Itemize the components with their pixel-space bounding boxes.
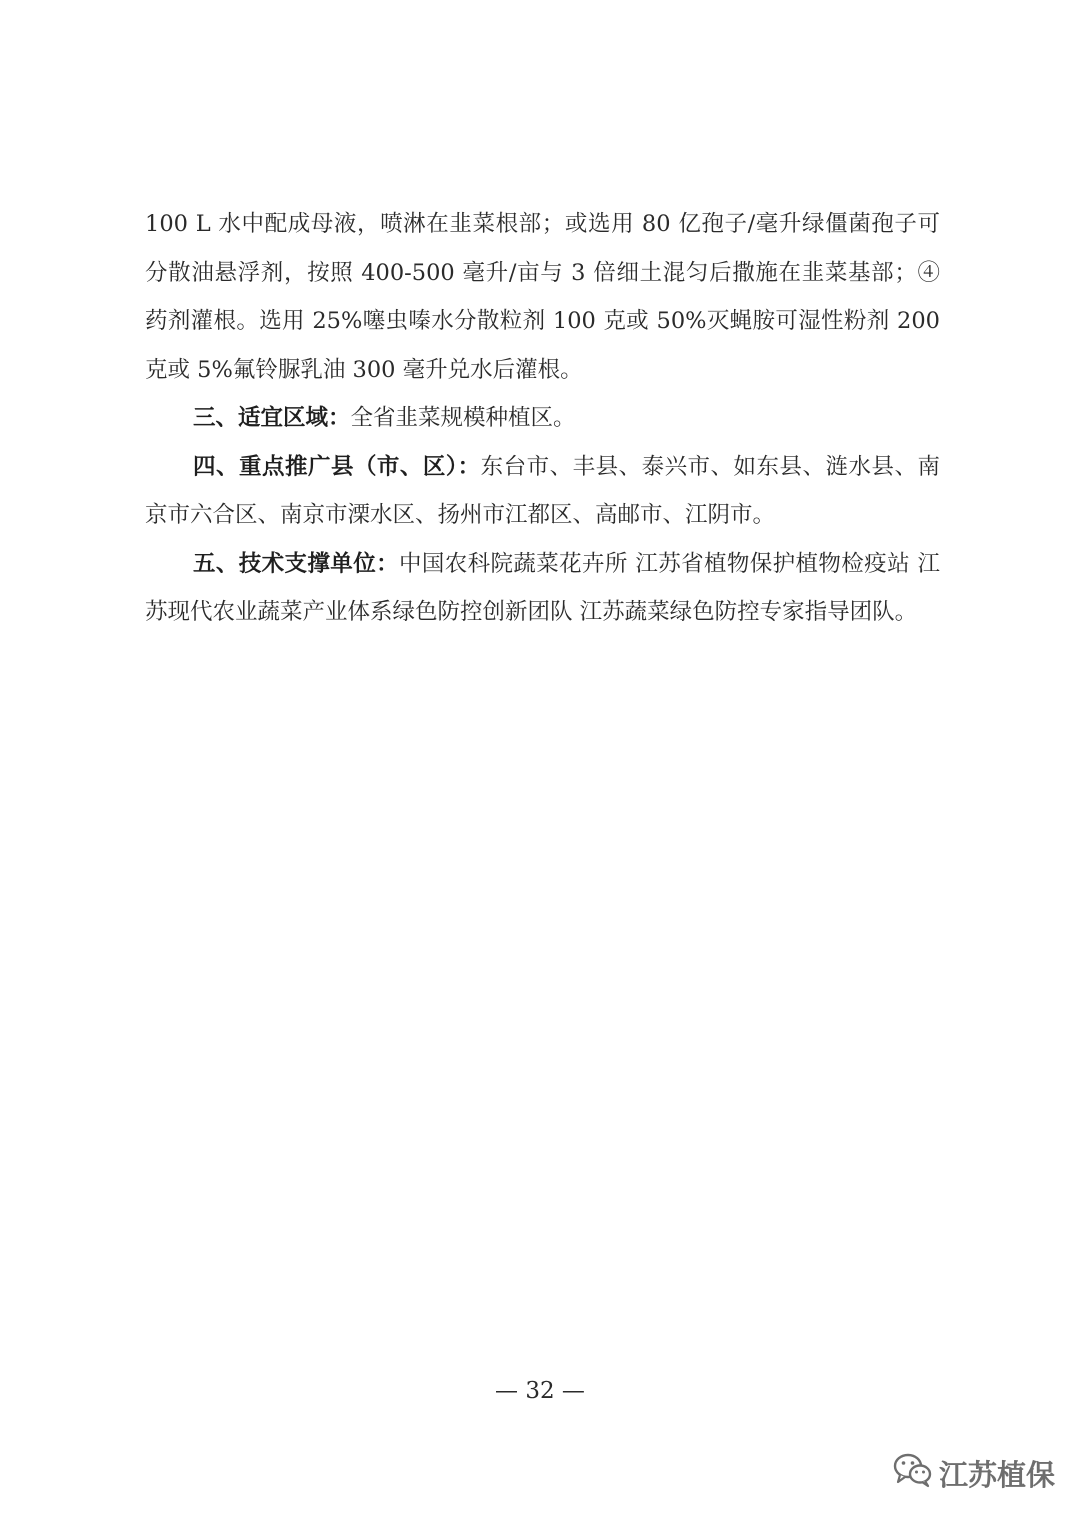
- paragraph-continuation: [145, 200, 940, 394]
- paragraph-key-counties: [145, 443, 940, 540]
- section-heading-key-counties: 四、重点推广县（市、区）：: [193, 453, 481, 480]
- paragraph-text: 100 L 水中配成母液，喷淋在韭菜根部；或选用 80 亿孢子/毫升绿僵菌孢子可分散油悬浮剂，按照 400-500 毫升/亩与 3 倍细土混匀后撒施在韭菜基部；④药剂灌根。选用 25%噻虫嗪水分散粒剂 100 克或 50%灭蝇胺可湿性粉剂 200 克或 5%氟铃脲乳油 300 毫升兑水后灌根。: [145, 211, 940, 383]
- paragraph-text: 东台市、丰县、泰兴市、如东县、涟水县、南京市六合区、南京市溧水区、扬州市江都区、高邮市、江阴市。: [145, 453, 940, 528]
- section-heading-support-units: 五、技术支撑单位：: [193, 550, 399, 577]
- wechat-icon: [893, 1452, 933, 1495]
- watermark-label: 江苏植保: [939, 1458, 1056, 1492]
- paragraph-suitable-region: [145, 394, 940, 443]
- document-body: [145, 200, 940, 637]
- section-heading-suitable-region: 三、适宜区域：: [193, 405, 351, 431]
- paragraph-text: 中国农科院蔬菜花卉所 江苏省植物保护植物检疫站 江苏现代农业蔬菜产业体系绿色防控创新团队 江苏蔬菜绿色防控专家指导团队。: [145, 550, 940, 625]
- page-number: — 32 —: [495, 1378, 585, 1404]
- paragraph-support-units: [145, 540, 940, 637]
- paragraph-text: 全省韭菜规模种植区。: [350, 405, 576, 431]
- watermark: [893, 1452, 1055, 1495]
